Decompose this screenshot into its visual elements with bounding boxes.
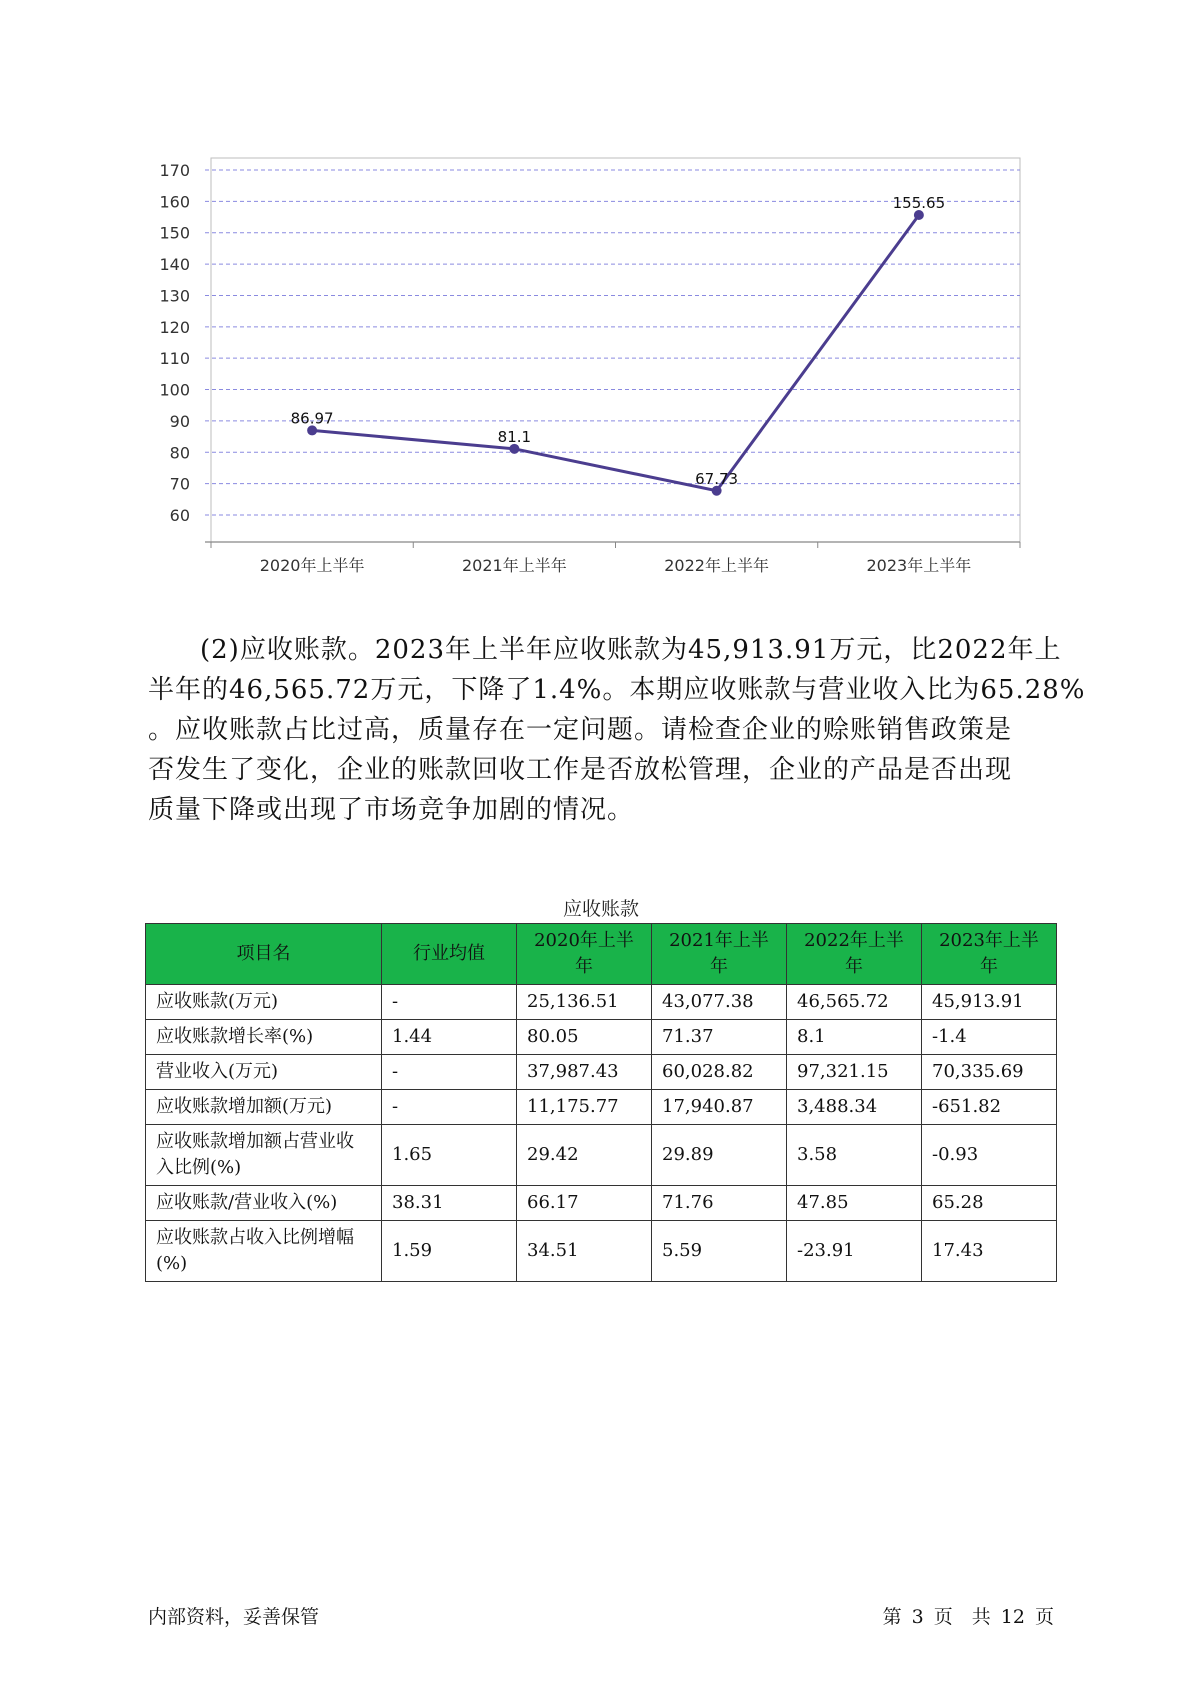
table-cell: 71.37: [652, 1020, 787, 1055]
data-label: 86.97: [290, 409, 334, 428]
table-cell: 1.59: [382, 1221, 517, 1282]
table-cell: -: [382, 985, 517, 1020]
row-label: 应收账款/营业收入(%): [146, 1186, 382, 1221]
table-row: [146, 1186, 1057, 1221]
row-label: 应收账款增加额占营业收入比例(%): [146, 1125, 382, 1186]
receivables-table: [145, 923, 1057, 1282]
table-row: [146, 985, 1057, 1020]
column-header: 2021年上半年: [652, 924, 787, 985]
y-tick-label: 150: [159, 223, 190, 243]
column-header: 行业均值: [382, 924, 517, 985]
table-caption: 应收账款: [562, 898, 639, 920]
row-label: 营业收入(万元): [146, 1055, 382, 1090]
table-cell: -: [382, 1055, 517, 1090]
series-line: [312, 215, 919, 491]
row-label: 应收账款占收入比例增幅(%): [146, 1221, 382, 1282]
row-label: 应收账款增加额(万元): [146, 1090, 382, 1125]
table-cell: 66.17: [517, 1186, 652, 1221]
table-cell: 38.31: [382, 1186, 517, 1221]
table-cell: -0.93: [922, 1125, 1057, 1186]
table-cell: 65.28: [922, 1186, 1057, 1221]
column-header: 2020年上半年: [517, 924, 652, 985]
paragraph-line: 半年的46,565.72万元，下降了1.4%。本期应收账款与营业收入比为65.28%: [148, 675, 1086, 705]
table-cell: 11,175.77: [517, 1090, 652, 1125]
footer-confidential-note: 内部资料，妥善保管: [148, 1606, 320, 1628]
table-cell: 46,565.72: [787, 985, 922, 1020]
receivables-line-chart: [150, 150, 1030, 590]
table-cell: -23.91: [787, 1221, 922, 1282]
y-tick-label: 160: [159, 192, 190, 212]
table-row: [146, 1055, 1057, 1090]
y-tick-label: 130: [159, 286, 190, 306]
table-cell: 17,940.87: [652, 1090, 787, 1125]
table-cell: 29.42: [517, 1125, 652, 1186]
x-tick-label: 2020年上半年: [259, 556, 365, 575]
paragraph-line: (2)应收账款。2023年上半年应收账款为45,913.91万元，比2022年上: [200, 635, 1062, 665]
y-tick-label: 100: [159, 380, 190, 400]
table-cell: -: [382, 1090, 517, 1125]
paragraph-line: 质量下降或出现了市场竞争加剧的情况。: [148, 795, 635, 825]
table-cell: 29.89: [652, 1125, 787, 1186]
table-cell: -651.82: [922, 1090, 1057, 1125]
table-cell: 97,321.15: [787, 1055, 922, 1090]
table-cell: 1.44: [382, 1020, 517, 1055]
row-label: 应收账款增长率(%): [146, 1020, 382, 1055]
x-tick-label: 2021年上半年: [462, 556, 567, 575]
table-cell: -1.4: [922, 1020, 1057, 1055]
table-cell: 37,987.43: [517, 1055, 652, 1090]
y-tick-label: 90: [169, 411, 190, 431]
table-cell: 5.59: [652, 1221, 787, 1282]
table-cell: 1.65: [382, 1125, 517, 1186]
y-tick-label: 110: [159, 349, 190, 369]
table-cell: 70,335.69: [922, 1055, 1057, 1090]
column-header: 2023年上半年: [922, 924, 1057, 985]
table-header-row: [146, 924, 1057, 985]
table-cell: 3.58: [787, 1125, 922, 1186]
data-label: 67.73: [695, 469, 739, 488]
footer-page-number: 第 3 页 共 12 页: [882, 1606, 1054, 1628]
column-header: 2022年上半年: [787, 924, 922, 985]
x-tick-label: 2023年上半年: [866, 556, 972, 575]
paragraph-line: 否发生了变化，企业的账款回收工作是否放松管理，企业的产品是否出现: [148, 755, 1013, 785]
table-cell: 80.05: [517, 1020, 652, 1055]
table-row: [146, 1125, 1057, 1186]
y-tick-label: 120: [159, 317, 190, 337]
table-cell: 71.76: [652, 1186, 787, 1221]
y-tick-label: 170: [159, 161, 190, 180]
table-cell: 3,488.34: [787, 1090, 922, 1125]
row-label: 应收账款(万元): [146, 985, 382, 1020]
table-cell: 34.51: [517, 1221, 652, 1282]
table-cell: 45,913.91: [922, 985, 1057, 1020]
table-cell: 8.1: [787, 1020, 922, 1055]
table-row: [146, 1020, 1057, 1055]
table-cell: 60,028.82: [652, 1055, 787, 1090]
data-label: 155.65: [892, 194, 946, 213]
plot-frame: [211, 158, 1020, 542]
paragraph-line: 。应收账款占比过高，质量存在一定问题。请检查企业的赊账销售政策是: [148, 715, 1013, 745]
table-cell: 17.43: [922, 1221, 1057, 1282]
table-cell: 25,136.51: [517, 985, 652, 1020]
column-header: 项目名: [146, 924, 382, 985]
table-cell: 47.85: [787, 1186, 922, 1221]
data-label: 81.1: [497, 427, 532, 446]
table-cell: 43,077.38: [652, 985, 787, 1020]
receivables-analysis-paragraph: [148, 630, 1086, 830]
table-row: [146, 1090, 1057, 1125]
x-tick-label: 2022年上半年: [664, 556, 769, 575]
y-tick-label: 140: [159, 255, 190, 275]
y-tick-label: 80: [169, 443, 190, 463]
table-row: [146, 1221, 1057, 1282]
y-tick-label: 70: [169, 474, 190, 494]
y-tick-label: 60: [169, 506, 190, 525]
